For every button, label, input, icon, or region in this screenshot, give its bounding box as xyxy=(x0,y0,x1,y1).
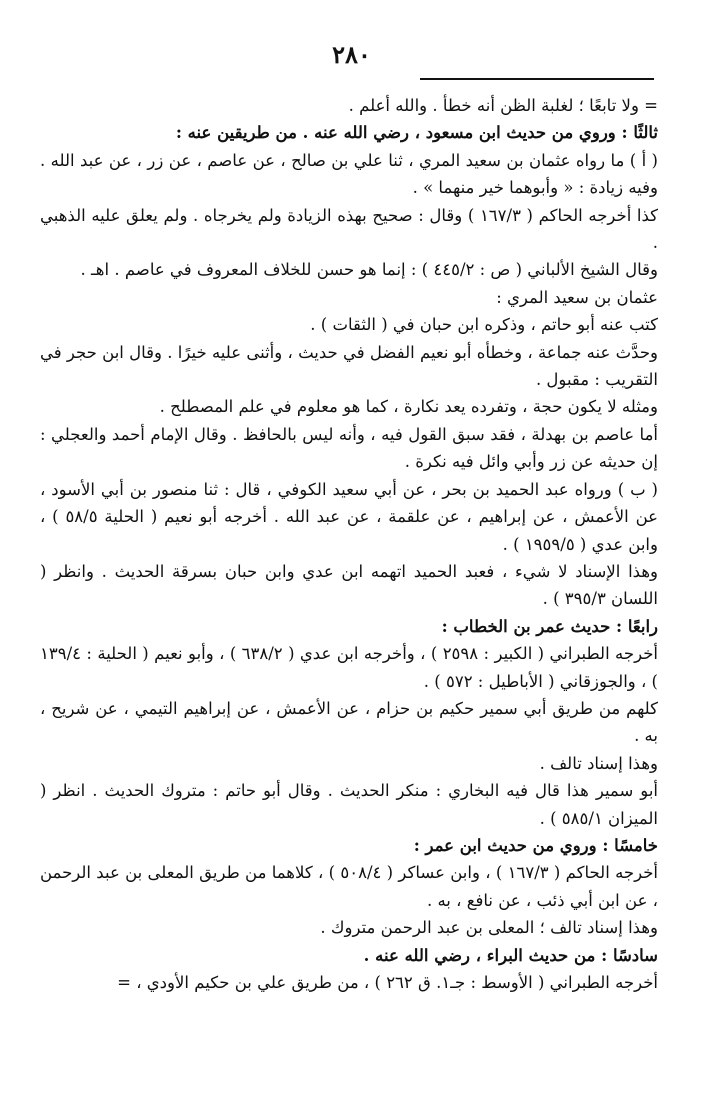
paragraph: وحدَّث عنه جماعة ، وخطأه أبو نعيم الفضل في حديث ، وأثنى عليه خيرًا . وقال ابن حجر في التقريب : مقبول . xyxy=(40,342,658,390)
section-heading-fifth: خامسًا : وروي من حديث ابن عمر : xyxy=(413,835,658,855)
section-heading-fourth: رابعًا : حديث عمر بن الخطاب : xyxy=(441,616,658,636)
header-rule xyxy=(420,78,654,80)
paragraph: أما عاصم بن بهدلة ، فقد سبق القول فيه ، وأنه ليس بالحافظ . وقال الإمام أحمد والعجلي : إن حديثه عن زر وأبي وائل فيه نكرة . xyxy=(40,424,658,472)
paragraph: أبو سمير هذا قال فيه البخاري : منكر الحديث . وقال أبو حاتم : متروك الحديث . انظر ( الميزان ٥٨٥/١ ) . xyxy=(40,781,658,828)
paragraph: كذا أخرجه الحاكم ( ١٦٧/٣ ) وقال : صحيح بهذه الزيادة ولم يخرجاه . ولم يعلق عليه الذهبي . xyxy=(40,205,658,253)
paragraph: وهذا إسناد تالف ؛ المعلى بن عبد الرحمن متروك . xyxy=(320,918,658,938)
paragraph: ومثله لا يكون حجة ، وتفرده يعد نكارة ، كما هو معلوم في علم المصطلح . xyxy=(159,397,658,417)
paragraph: = ولا تابعًا ؛ لغلبة الظن أنه خطأ . والله أعلم . xyxy=(348,96,658,115)
paragraph: أخرجه الطبراني ( الكبير : ٢٥٩٨ ) ، وأخرجه ابن عدي ( ٦٣٨/٢ ) ، وأبو نعيم ( الحلية : ١٣٩/٤ ) ، والجوزقاني ( الأباطيل : ٥٧٢ ) . xyxy=(40,644,658,691)
section-heading-third: ثالثًا : وروي من حديث ابن مسعود ، رضي الله عنه . من طريقين عنه : xyxy=(175,123,658,143)
paragraph: وقال الشيخ الألباني ( ص : ٤٤٥/٢ ) : إنما هو حسن للخلاف المعروف في عاصم . اهـ . xyxy=(80,260,658,280)
paragraph: كتب عنه أبو حاتم ، وذكره ابن حبان في ( الثقات ) . xyxy=(310,315,658,335)
paragraph: ( ب ) ورواه عبد الحميد بن بحر ، عن أبي سعيد الكوفي ، قال : ثنا منصور بن أبي الأسود ، عن الأعمش ، عن إبراهيم ، عن علقمة ، عن عبد الله . أخرجه أبو نعيم ( الحلية ٥٨/٥ ) ، وابن عدي ( ١٩٥٩/٥ ) . xyxy=(40,479,658,554)
paragraph: وهذا إسناد تالف . xyxy=(539,753,658,773)
paragraph: كلهم من طريق أبي سمير حكيم بن حزام ، عن الأعمش ، عن إبراهيم التيمي ، عن شريح ، به . xyxy=(40,698,658,746)
paragraph: عثمان بن سعيد المري : xyxy=(496,287,658,307)
paragraph: وهذا الإسناد لا شيء ، فعبد الحميد اتهمه ابن عدي وابن حبان بسرقة الحديث . وانظر ( اللسان ٣٩٥/٣ ) . xyxy=(40,561,658,609)
paragraph: أخرجه الحاكم ( ١٦٧/٣ ) ، وابن عساكر ( ٥٠٨/٤ ) ، كلاهما من طريق المعلى بن عبد الرحمن ، عن ابن أبي ذئب ، عن نافع ، به . xyxy=(40,863,659,910)
page-body xyxy=(40,92,658,996)
page-number: ٢٨٠ xyxy=(332,40,371,69)
paragraph: أخرجه الطبراني ( الأوسط : جـ١. ق ٢٦٢ ) ، من طريق علي بن حكيم الأودي ، = xyxy=(117,973,658,992)
paragraph: ( أ ) ما رواه عثمان بن سعيد المري ، ثنا علي بن صالح ، عن عاصم ، عن زر ، عن عبد الله . وفيه زيادة : « وأبوهما خير منهما » . xyxy=(40,150,658,198)
section-heading-sixth: سادسًا : من حديث البراء ، رضي الله عنه . xyxy=(363,945,658,965)
